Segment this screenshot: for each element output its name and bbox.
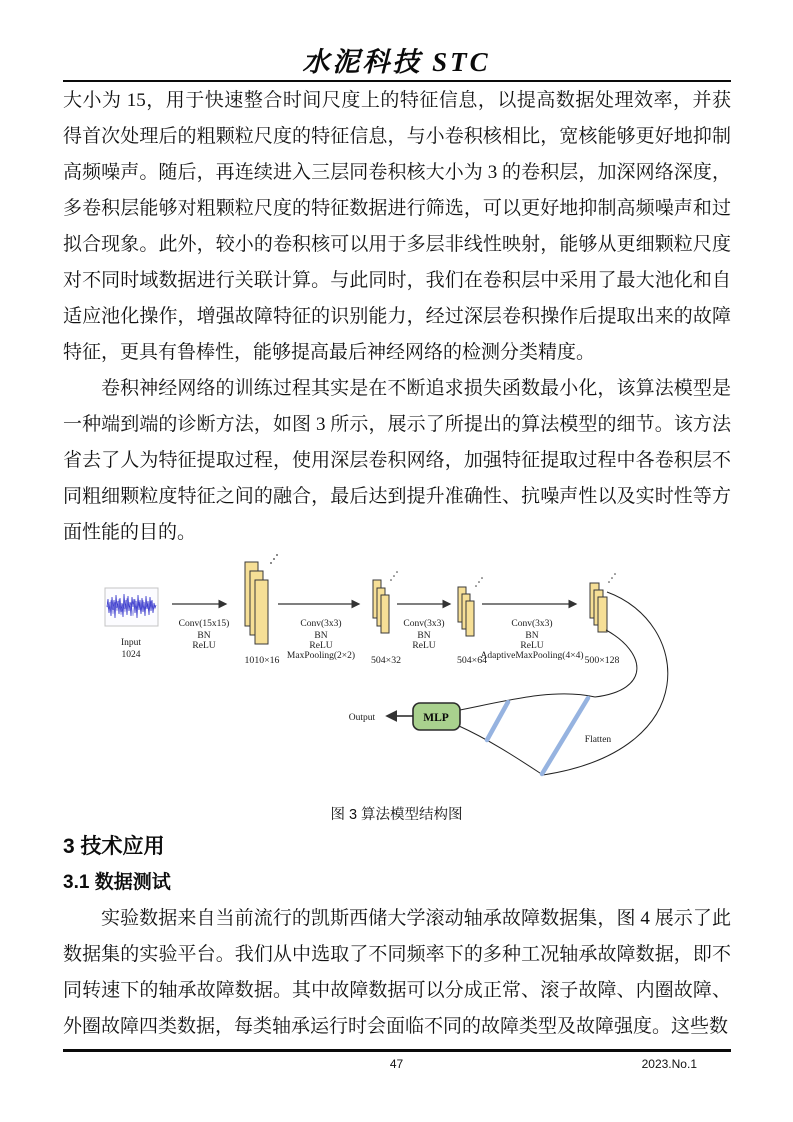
stage1-conv-label: Conv(15x15) (178, 619, 230, 629)
feature-map-stack-3 (458, 577, 483, 636)
input-size-label: 1024 (121, 650, 141, 660)
funnel-top-line (460, 694, 595, 710)
stage4-output-size: 500×128 (584, 655, 620, 666)
stage3-output-size: 504×64 (456, 655, 488, 666)
header-rule (63, 80, 731, 82)
input-label: Input (120, 638, 142, 648)
flatten-bar-2 (542, 698, 588, 774)
section-heading-3: 3 技术应用 (63, 835, 165, 858)
figure-3 (80, 550, 740, 802)
funnel-bottom-line (459, 726, 543, 775)
stage4-conv-label: Conv(3x3) (511, 619, 553, 629)
figure-3-caption: 图 3 算法模型结构图 (330, 807, 463, 823)
stage2-output-size: 504×32 (370, 655, 402, 666)
stage1-relu-label: ReLU (192, 641, 216, 651)
journal-title: 水泥科技 STC (302, 47, 491, 77)
section-heading-3-1: 3.1 数据测试 (63, 872, 171, 893)
stage3-bn-label: BN (417, 631, 431, 641)
stage4-relu-label: ReLU (520, 641, 544, 651)
feature-map-stack-4 (590, 573, 616, 632)
body-text (63, 83, 731, 551)
cnn-architecture-diagram (80, 550, 740, 802)
ellipsis-dots (475, 577, 483, 587)
input-signal-image (105, 588, 158, 626)
ellipsis-dots (270, 554, 278, 564)
paragraph-1: 大小为 15，用于快速整合时间尺度上的特征信息，以提高数据处理效率，并获得首次处理后的粗颗粒尺度的特征信息，与小卷积核相比，宽核能够更好地抑制高频噪声。随后，再连续进入三层同卷积核大小为 3 的卷积层，加深网络深度，多卷积层能够对粗颗粒尺度的特征数据进行筛选，可以更好地抑制高频噪声和过拟合现象。此外，较小的卷积核可以用于多层非线性映射，能够从更细颗粒尺度对不同时域数据进行关联计算。与此同时，我们在卷积层中采用了最大池化和自适应池化操作，增强故障特征的识别能力，经过深层卷积操作后提取出来的故障特征，更具有鲁棒性，能够提高最后神经网络的检测分类精度。 (63, 90, 731, 363)
page-number: 47 (389, 1057, 404, 1071)
stage4-pool-label: AdaptiveMaxPooling(4×4) (480, 651, 584, 661)
stage1-bn-label: BN (197, 631, 211, 641)
flatten-label: Flatten (584, 735, 612, 745)
stage2-pool-label: MaxPooling(2×2) (286, 651, 356, 661)
feature-map-stack-1 (245, 554, 278, 644)
ellipsis-dots (608, 573, 616, 583)
paragraph-2: 卷积神经网络的训练过程其实是在不断追求损失函数最小化，该算法模型是一种端到端的诊断方法，如图 3 所示，展示了所提出的算法模型的细节。该方法省去了人为特征提取过程，使用深层卷积网络，加强特征提取过程中各卷积层不同粗细颗粒度特征之间的融合，最后达到提升准确性、抗噪声性以及实时性等方面性能的目的。 (63, 378, 731, 543)
feature-map-stack-2 (373, 571, 398, 633)
stage2-conv-label: Conv(3x3) (300, 619, 342, 629)
mlp-label: MLP (423, 712, 449, 724)
body-text-2 (63, 901, 731, 1045)
stage2-relu-label: ReLU (309, 641, 333, 651)
issue-number: 2023.No.1 (641, 1057, 697, 1071)
ellipsis-dots (390, 571, 398, 581)
stage3-relu-label: ReLU (412, 641, 436, 651)
output-label: Output (348, 713, 376, 723)
flatten-bar-1 (487, 702, 508, 740)
footer-rule (63, 1049, 731, 1052)
stage3-conv-label: Conv(3x3) (403, 619, 445, 629)
stage2-bn-label: BN (314, 631, 328, 641)
stage4-bn-label: BN (525, 631, 539, 641)
stage1-output-size: 1010×16 (244, 655, 280, 666)
paragraph-3: 实验数据来自当前流行的凯斯西储大学滚动轴承故障数据集，图 4 展示了此数据集的实验平台。我们从中选取了不同频率下的多种工况轴承故障数据，即不同转速下的轴承故障数据。其中故障数据可以分成正常、滚子故障、内圈故障、外圈故障四类数据，每类轴承运行时会面临不同的故障类型及故障强度。这些数 (63, 908, 731, 1037)
